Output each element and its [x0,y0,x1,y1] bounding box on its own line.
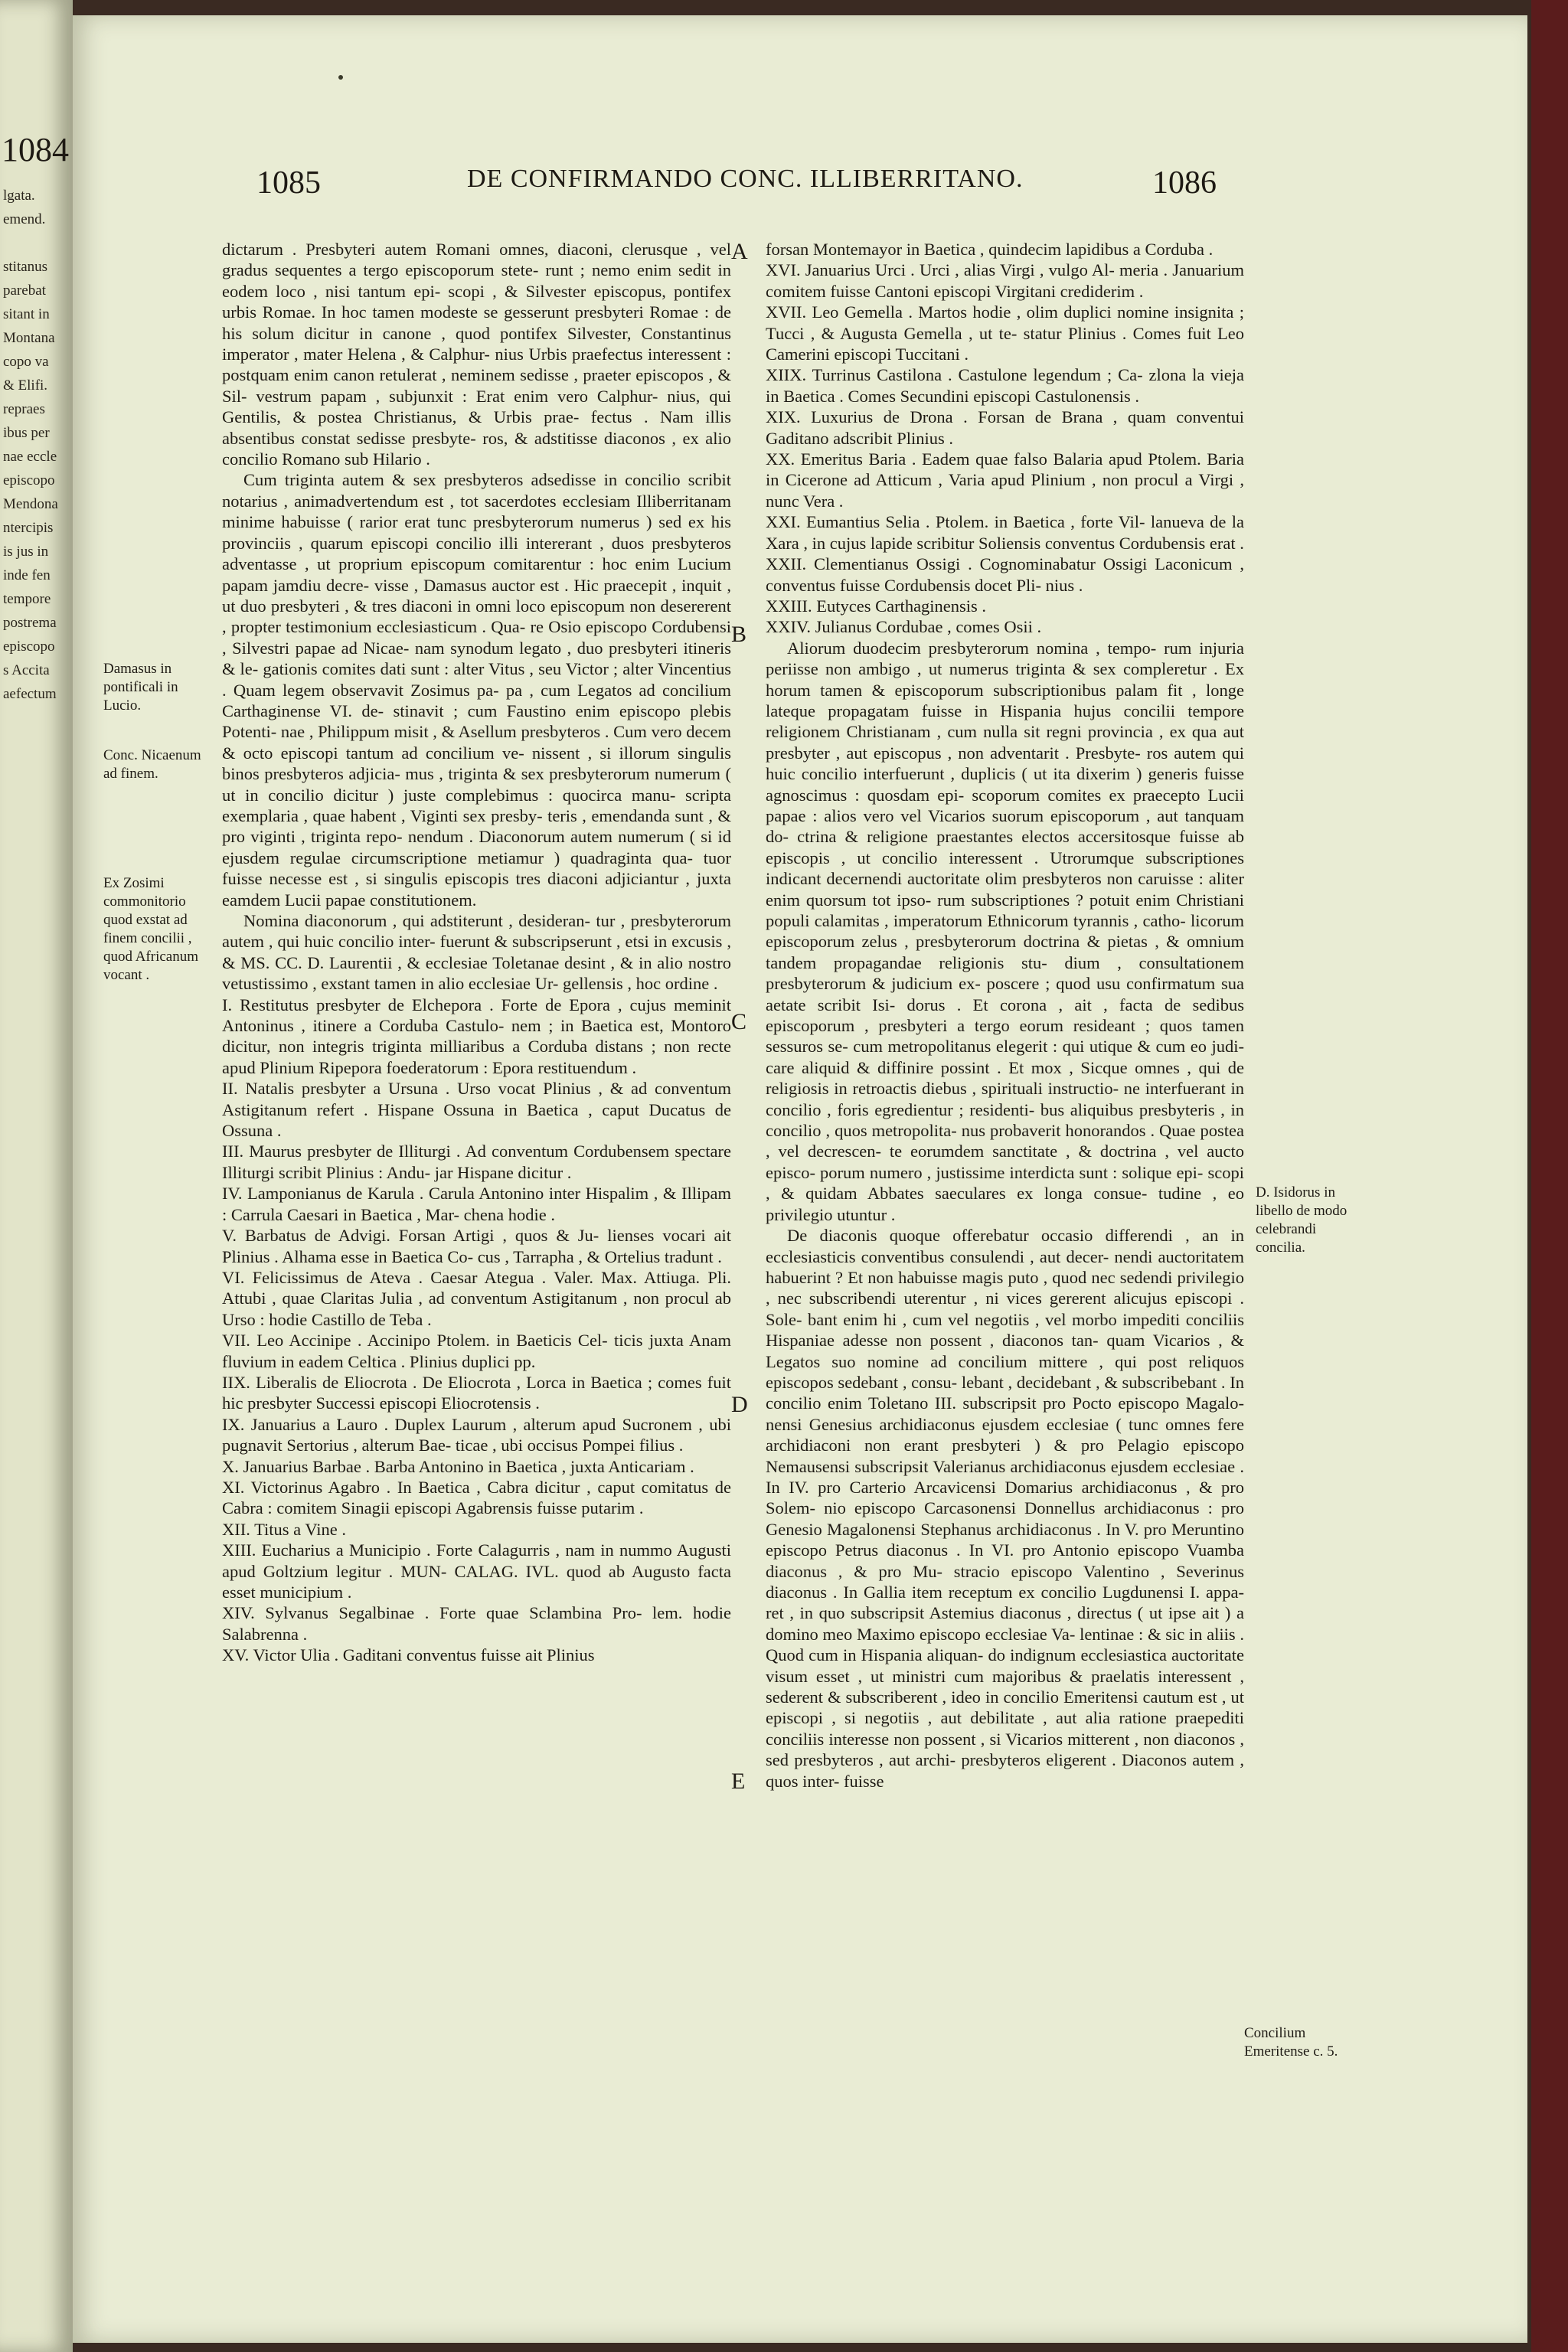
previous-page-fragment: episcopo [3,472,55,488]
previous-page-fragment: is jus in [3,544,49,560]
previous-page-fragment: stitanus [3,259,48,275]
previous-page-fragment: nae eccle [3,449,57,465]
paragraph: V. Barbatus de Advigi. Forsan Artigi , quos & Ju- lienses vocari ait Plinius . Alhama esse in Baetica Co- cus , Tarrapha , & Ortelius tradunt . [222,1226,731,1266]
paragraph: De diaconis quoque offerebatur occasio differendi , an in ecclesiasticis conventibus consulendi , aut decer- nendi auctoritatem habuerint ? Et non habuisse magis puto , quod nec sedendi privilegio , nec subscribendi uterentur , ni vices gererent alicujus episcopi . Sole- bant enim hi , cum vel negotiis , vel morbo impediti conciliis Hispaniae adesse non possent , diaconos tan- quam Vicarios , & Legatos suo nomine ad concilium mittere , qui post reliquos episcopos sedebant , consu- lebant , decidebant , & subscribebant . In concilio enim Toletano III. subscripsit pro Pocto episcopo Magalo- nensi Genesius archidiaconus ejusdem ecclesiae ( tunc omnes fere archidiaconi non erant presbyteri ) & pro Pelagio episcopo Nemausensi subscripsit Valerianus archidiaconus ejusdem ecclesiae . In IV. pro Carterio Arcavicensi Domarius archidiaconus , & pro Solem- nio episcopo Carcasonensi Donnellus archidiaconus : pro Genesio Magalonensi Stephanus archidiaconus . In V. pro Meruntino episcopo Petrus diaconus . In VI. pro Antonio episcopo Vuamba diaconus , & pro Mu- stracio episcopo Valentino , Severinus diaconus . In Gallia item receptum ex concilio Lugdunensi I. appa- ret , in quo subscripsit Astemius diaconus , directus ( ut ipse ait ) a domino meo Maximo episcopo ecclesiae Va- lentinae : & sic in aliis . Quod cum in Hispania aliquan- do indignum ecclesiastica auctoritate visum esset , ut ministri cum majoribus & praelatis interessent , sederent & subscriberent , ideo in concilio Emeritensi cautum est , ut episcopi , si negotiis , aut debilitate , aut alia ratione praepediti conciliis interesse non possent , si Vicarios mitterent , non diaconos , sed presbyteros , aut archi- presbyteros eligerent . Diaconos autem , quos inter- fuisse [766,1226,1244,1791]
paragraph: III. Maurus presbyter de Illiturgi . Ad conventum Cordubensem spectare Illiturgi scribit Plinius : Andu- jar Hispane dicitur . [222,1142,731,1182]
previous-page-fragment: inde fen [3,567,51,583]
paragraph: VI. Felicissimus de Ateva . Caesar Ategua . Valer. Max. Attiuga. Pli. Attubi , quae Claritas Julia , ad conventum Astigitanum , non procul ab Urso : hodie Castillo de Teba . [222,1267,731,1329]
previous-page-fragment: ntercipis [3,520,54,536]
paragraph: XIV. Sylvanus Segalbinae . Forte quae Sclambina Pro- lem. hodie Salabrenna . [222,1603,731,1644]
paragraph: XX. Emeritus Baria . Eadem quae falso Balaria apud Ptolem. Baria in Cicerone ad Atticum , Varia apud Plinium , non procul a Virgi , nunc Vera . [766,449,1244,511]
previous-page-fragment: emend. [3,211,46,227]
paragraph: XIX. Luxurius de Drona . Forsan de Brana , quam conventui Gaditano adscribit Plinius . [766,407,1244,448]
paragraph: IV. Lamponianus de Karula . Carula Antonino inter Hispalim , & Illipam : Carrula Caesari in Baetica , Mar- chena hodie . [222,1184,731,1224]
page-number-right: 1086 [1152,165,1217,201]
previous-page-fragments [3,184,72,706]
paragraph: XXI. Eumantius Selia . Ptolem. in Baetica , forte Vil- lanueva de la Xara , in cujus lapide scribitur Soliensis conventus Cordubensis erat . [766,512,1244,553]
paragraph: XVII. Leo Gemella . Martos hodie , olim duplici nomine insignita ; Tucci , & Augusta Gemella , ut te- statur Plinius . Comes fuit Leo Camerini episcopi Tuccitani . [766,302,1244,364]
section-marker-e: E [731,1769,746,1794]
paragraph: Cum triginta autem & sex presbyteros adsedisse in concilio scribit notarius , animadvertendum est , tot sacerdotes ecclesiam Illiberritanam minime habuisse ( rarior erat tunc presbyterorum numerus ) sed ex his provinciis , quarum episcopi concilio illi intererant , duos presbyteros adventasse , ut proprium episcopum comitarentur : hoc enim Lucium papam jamdiu decre- visse , Damasus auctor est . Hic praecepit , inquit , ut duo presbyteri , & tres diaconi in omni loco episcopum non desererent , propter testimonium ecclesiasticum . Qua- re Osio episcopo Cordubensi , Silvestri papae ad Nicae- nam synodum legato , duo presbyteri itineris & le- gationis comites dati sunt : alter Vitus , seu Victor ; alter Vincentius . Quam legem observavit Zosimus pa- pa , cum Legatos ad concilium Carthaginense VI. de- stinavit ; cum Faustino enim episcopo plebis Potenti- nae , Philippum misit , & Asellum presbyteros . Cum vero decem & octo episcopi tantum ad concilium ve- nissent , si illorum singulis binos presbyteros adjicia- mus , triginta & sex presbyterorum numerum ( ut in concilio dicitur ) juste complebimus : quocirca manu- scripta exemplaria , quae habent , Viginti sex presby- teris , emendanda sunt , & pro viginti , triginta repo- nendum . Diaconorum autem numerum ( si id ejusdem regulae circumscriptione metiamur ) quadraginta qua- tuor fuisse necesse est , si singulis episcopis tres diaconi adjiciantur , juxta eamdem Lucii papae constitutionem. [222,470,731,910]
previous-page-fragment: aefectum [3,686,57,702]
section-marker-a: A [731,239,748,264]
paragraph: XVI. Januarius Urci . Urci , alias Virgi , vulgo Al- meria . Januarium comitem fuisse Cantoni episcopi Virgitani crediderim . [766,260,1244,301]
previous-page-fragment: lgata. [3,188,35,204]
paragraph: dictarum . Presbyteri autem Romani omnes, diaconi, clerusque , vel gradus sequentes a tergo episcoporum stete- runt ; nemo enim sedit in eodem loco , nisi tantum epi- scopi , & Silvester episcopus, pontifex urbis Romae. In hoc tamen modeste se gesserunt presbyteri Romae : de his solum dicitur in canone , quod pontifex Silvester, Constantinus imperator , mater Helena , & Calphur- nius Urbis praefectus interessent : postquam enim canon retulerat , neminem sedisse , praeter episcopos , & Sil- vestrum papam , subjunxit : Erat enim vero Calphur- nius, qui Gentilis, & postea Christianus, & Urbis prae- fectus . Nam illis absentibus constat sedisse presbyte- ros, & adstitisse diaconos , ex alio concilio Romano sub Hilario . [222,240,731,469]
margin-note-concilium-emeritense: Concilium Emeritense c. 5. [1244,2025,1338,2060]
previous-page-fragment: episcopo [3,639,55,655]
page-number-left: 1085 [256,165,321,201]
paragraph: IIX. Liberalis de Eliocrota . De Eliocrota , Lorca in Baetica ; comes fuit hic presbyter Successi episcopi Eliocrotensis . [222,1372,731,1413]
running-title: DE CONFIRMANDO CONC. ILLIBERRITANO. [467,165,1024,193]
previous-page-fragment: sitant in [3,306,50,322]
margin-note-isidorus: D. Isidorus in libello de modo celebrandi concilia. [1256,1184,1348,1256]
section-marker-d: D [731,1392,748,1417]
previous-page-fragment: Montana [3,330,55,346]
previous-page-fragment: s Accita [3,662,50,678]
previous-page-fragment: & Elifi. [3,377,48,394]
previous-page-edge [0,0,73,2352]
paragraph: VII. Leo Accinipe . Accinipo Ptolem. in Baeticis Cel- ticis juxta Anam fluvium in eadem Celtica . Plinius duplici pp. [222,1331,731,1371]
paragraph: XXIII. Eutyces Carthaginensis . [766,596,987,616]
paragraph: XXII. Clementianus Ossigi . Cognominabatur Ossigi Laconicum , conventus fuisse Cordubensis docet Pli- nius . [766,554,1244,595]
book-binding-edge [1531,0,1568,2352]
paragraph: forsan Montemayor in Baetica , quindecim lapidibus a Corduba . [766,240,1214,259]
previous-page-fragment: parebat [3,283,46,299]
ink-dot [338,75,343,80]
paragraph: XI. Victorinus Agabro . In Baetica , Cabra dicitur , caput comitatus de Cabra : comitem Sinagii episcopi Agabrensis fuisse putarim . [222,1477,731,1518]
previous-page-fragment: postrema [3,615,57,631]
previous-page-fragment: Mendona [3,496,58,512]
paragraph: XV. Victor Ulia . Gaditani conventus fuisse ait Plinius [222,1645,595,1665]
paragraph: X. Januarius Barbae . Barba Antonino in Baetica , juxta Anticariam . [222,1456,694,1476]
right-text-column [766,239,1244,1792]
previous-page-fragment: ibus per [3,425,50,441]
previous-page-number: 1084 [2,131,69,168]
left-text-column [222,239,731,1666]
previous-page-fragment: repraes [3,401,45,417]
section-marker-c: C [731,1009,747,1034]
paragraph: Nomina diaconorum , qui adstiterunt , desideran- tur , presbyterorum autem , qui huic concilio inter- fuerunt & subscripserunt , etsi in excusis , & MS. CC. D. Laurentii , & ecclesiae Toletanae desint , & in alio nostro vetustissimo , exstant tamen in alio ecclesiae Ur- gellensis , hoc ordine . [222,911,731,994]
paragraph: XIIX. Turrinus Castilona . Castulone legendum ; Ca- zlona la vieja in Baetica . Comes Secundini episcopi Castulonensis . [766,365,1244,406]
paragraph: II. Natalis presbyter a Ursuna . Urso vocat Plinius , & ad conventum Astigitanum refert . Hispane Ossuna in Baetica , caput Ducatus de Ossuna . [222,1079,731,1141]
paragraph: XII. Titus a Vine . [222,1519,347,1539]
margin-note-conc-nicaenum: Conc. Nicaenum ad finem. [103,747,201,782]
margin-note-zosimus: Ex Zosimi commonitorio quod exstat ad finem concilii , quod Africanum vocant . [103,875,199,983]
paragraph: Aliorum duodecim presbyterorum nomina , tempo- rum injuria periisse non ambigo , ut numerus triginta & sex compleretur . Ex horum tamen & episcoporum subscriptionibus palam fit , longe lateque propagatam fuisse in Hispania hujus concilii tempore religionem Christianam , cum nulla sit regni provincia , ex qua aut presbyter , aut episcopus , non adventarit . Presbyte- ros autem qui huic concilio interfuerunt , duplicis ( ut ita dixerim ) generis fuisse agnoscimus : quosdam epi- scoporum comites ex praecepto Lucii papae : alios vero vel Vicarios suorum episcoporum , aut tanquam do- ctrina & religione praestantes electos accersitosque fuisse ab episcopis , ut concilio interessent . Utrorumque subscriptiones indicant decernendi auctoritate olim presbyteros non caruisse : aliter enim quorsum tot ipso- rum subscriptiones ? potuit enim Christiani populi calamitas , imperatorum Ethnicorum tyrannis , catho- licorum episcoporum zelus , presbyterorum doctrina & pietas , & omnium tandem propagandae religionis stu- dium , consultationem presbyterorum & judicium ex- poscere ; quod usu confirmatum sua aetate scribit Isi- dorus . Et corona , ait , facta de sedibus episcoporum , presbyteri a tergo eorum resideant ; quos tamen sessuros se- cum metropolitanus elegerit : qui utique & cum eo judi- care aliquid & diffinire possint . Et mox , Sicque omnes , qui de religiosis in retroactis diebus , spirituali instructio- ne interfuerant in concilio , foris egredientur ; residenti- bus aliquibus presbyteris , in concilio , quos metropolita- nus probaverit honorandos . Quae postea , vel decrescen- te eorumdem sanctitate , & doctrina , vel aucto episco- porum numero , justissime interdicta sunt : solique epi- scopi , & quidam Abbates saeculares ex longa consue- tudine , eo privilegio utuntur . [766,638,1244,1224]
paragraph: I. Restitutus presbyter de Elchepora . Forte de Epora , cujus meminit Antoninus , itinere a Corduba Castulo- nem ; in Baetica est, Montoro dicitur, non integris triginta milliaribus a Corduba distans ; non recte apud Plinium Ripepora foederatorum : Epora restituendum . [222,995,731,1077]
previous-page-fragment: copo va [3,354,49,370]
section-marker-b: B [731,622,747,647]
previous-page-fragment: tempore [3,591,51,607]
paragraph: XIII. Eucharius a Municipio . Forte Calagurris , nam in nummo Augusti apud Goltzium legitur . MUN- CALAG. IVL. quod ab Augusto facta esset municipium . [222,1540,731,1602]
margin-note-damasus: Damasus in pontificali in Lucio. [103,661,178,714]
previous-page-fragment [3,231,72,255]
paragraph: IX. Januarius a Lauro . Duplex Laurum , alterum apud Sucronem , ubi pugnavit Sertorius , alterum Bae- ticae , ubi occisus Pompei filius . [222,1414,731,1455]
paragraph: XXIV. Julianus Cordubae , comes Osii . [766,617,1042,637]
